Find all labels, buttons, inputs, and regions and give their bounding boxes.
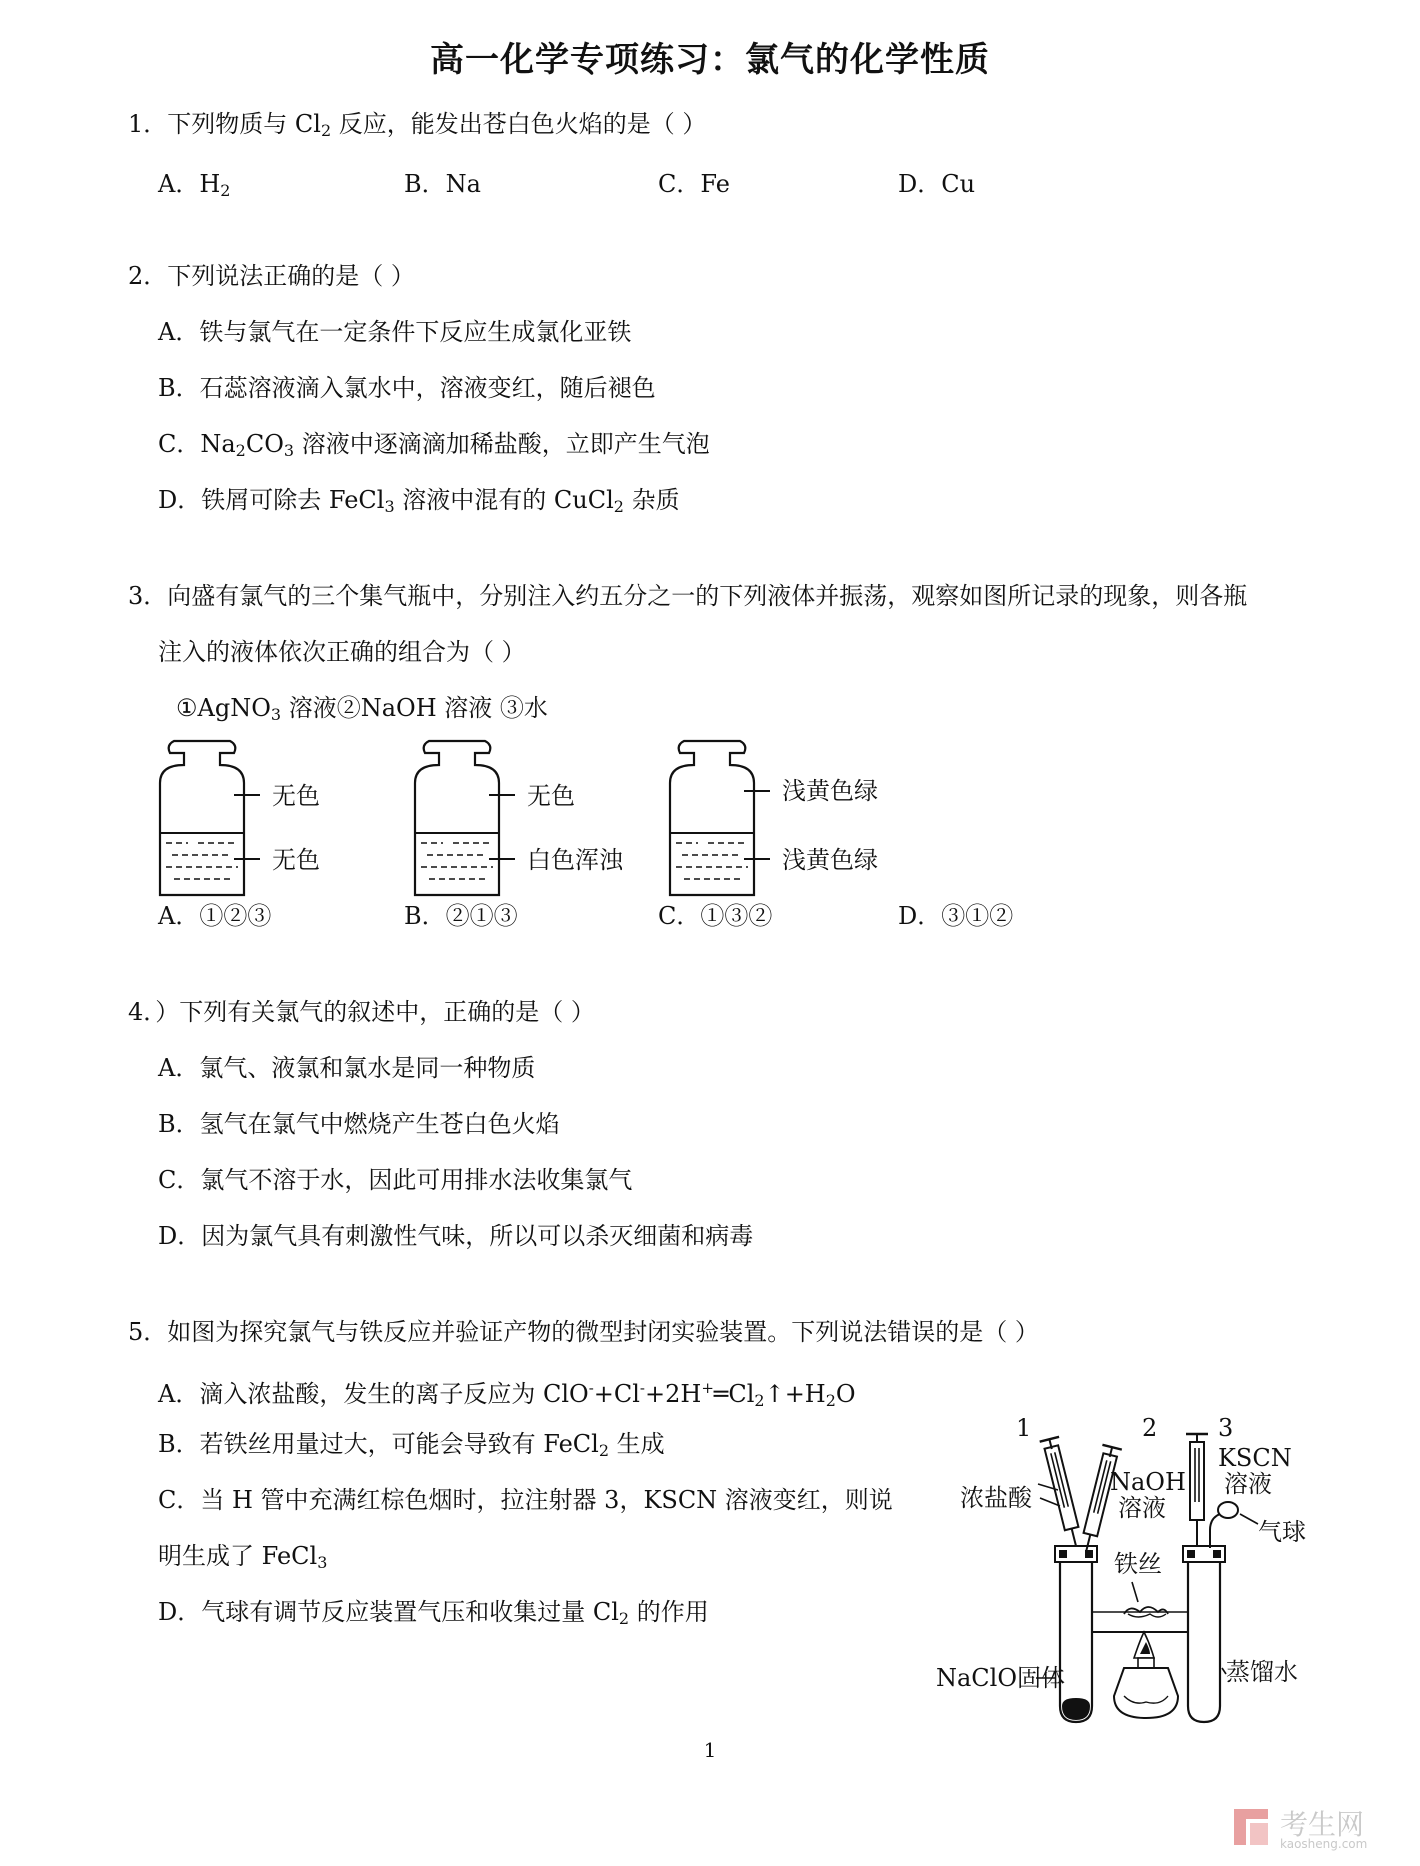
q5-option-c-line-2[interactable] [158, 1540, 327, 1579]
q5-option-c-line-1[interactable]: C．当 H 管中充满红棕色烟时，拉注射器 3，KSCN 溶液变红，则说 [158, 1486, 893, 1514]
bottle-1-bottom-label: 无色 [272, 846, 320, 874]
distilled-water-label: 蒸馏水 [1226, 1658, 1298, 1686]
q2-option-d[interactable] [158, 484, 680, 523]
q5-option-d-text-1: D．气球有调节反应装置气压和收集过量 Cl [158, 1598, 619, 1626]
q5-option-a-text-5: ↑+H [764, 1380, 826, 1408]
right-test-tube [1183, 1546, 1225, 1722]
q3-option-c[interactable]: C．①③② [658, 902, 773, 930]
bottle-1-top-label: 无色 [272, 782, 320, 810]
question-4-stem: 4．）下列有关氯气的叙述中，正确的是（ ） [128, 998, 595, 1026]
balloon-label: 气球 [1258, 1518, 1306, 1546]
q4-option-d[interactable]: D．因为氯气具有刺激性气味，所以可以杀灭细菌和病毒 [158, 1222, 754, 1250]
watermark-text: 考生网 [1280, 1808, 1365, 1841]
q2-option-d-sub-1: 3 [384, 497, 395, 516]
q5-option-a-sup-2: - [639, 1379, 645, 1397]
q1-option-a[interactable] [158, 168, 230, 207]
q3-option-a[interactable]: A．①②③ [158, 902, 272, 930]
balloon [1210, 1502, 1238, 1548]
q3-liquid-list-text-2: 溶液②NaOH 溶液 ③水 [281, 694, 548, 722]
bottle-2-bottom-label: 白色浑浊 [527, 846, 623, 874]
question-3-stem-line-2: 注入的液体依次正确的组合为（ ） [158, 638, 526, 666]
question-1-stem [128, 108, 706, 147]
alcohol-lamp [1114, 1632, 1178, 1718]
bottle-3-top-label: 浅黄色绿 [782, 777, 878, 805]
q5-option-d-text-2: 的作用 [629, 1598, 709, 1626]
q1-option-d[interactable]: D．Cu [898, 170, 976, 198]
q3-option-b[interactable]: B．②①③ [404, 902, 518, 930]
q1-option-b[interactable]: B．Na [404, 170, 481, 198]
question-3-stem-line-1: 3．向盛有氯气的三个集气瓶中，分别注入约五分之一的下列液体并振荡，观察如图所记录的现象，则各瓶 [128, 582, 1248, 610]
q5-option-b-text-2: 生成 [609, 1430, 665, 1458]
kscn-solution-label: 溶液 [1224, 1470, 1272, 1498]
bottle-2 [415, 741, 624, 895]
q2-option-d-text-3: 杂质 [623, 486, 680, 514]
q3-option-d[interactable]: D．③①② [898, 902, 1014, 930]
q5-apparatus-diagram [928, 1406, 1320, 1726]
q5-option-a-sub-1: 2 [754, 1391, 765, 1410]
iron-wire-label: 铁丝 [1114, 1550, 1162, 1578]
watermark-url: kaosheng.com [1280, 1837, 1368, 1851]
syringe-1-number: 1 [1016, 1414, 1032, 1442]
q5-option-a-text-3: +2H [645, 1380, 702, 1408]
conc-hcl-label: 浓盐酸 [960, 1484, 1032, 1512]
naclo-solid-label: NaClO固体 [936, 1664, 1066, 1692]
naoh-solution-label: 溶液 [1118, 1494, 1166, 1522]
bottle-3-bottom-label: 浅黄色绿 [782, 846, 878, 874]
q2-option-a[interactable]: A．铁与氯气在一定条件下反应生成氯化亚铁 [158, 318, 632, 346]
bottle-3 [670, 741, 878, 895]
q5-option-c-line-2-text: 明生成了 FeCl [158, 1542, 318, 1570]
q1-stem-subscript: 2 [320, 121, 332, 140]
syringe-3-number: 3 [1218, 1414, 1234, 1442]
kscn-label: KSCN [1218, 1444, 1292, 1472]
page-number: 1 [703, 1738, 717, 1762]
q2-option-d-sub-2: 2 [613, 497, 624, 516]
q2-option-d-text-2: 溶液中混有的 CuCl [394, 486, 614, 514]
left-test-tube [1055, 1546, 1097, 1722]
q1-option-c[interactable]: C．Fe [658, 170, 730, 198]
q2-option-c[interactable] [158, 428, 710, 467]
q5-option-d-sub: 2 [618, 1609, 630, 1628]
q2-option-c-sub-2: 3 [283, 441, 295, 460]
watermark-icon [1232, 1807, 1272, 1847]
q5-option-b[interactable] [158, 1428, 665, 1467]
q1-option-a-subscript: 2 [220, 181, 231, 200]
q5-option-a-sub-2: 2 [825, 1391, 836, 1410]
q4-option-b[interactable]: B．氢气在氯气中燃烧产生苍白色火焰 [158, 1110, 560, 1138]
q2-option-c-text-2: CO [245, 430, 284, 458]
page-title: 高一化学专项练习：氯气的化学性质 [430, 40, 990, 80]
bottle-1 [160, 741, 320, 895]
q5-option-b-text-1: B．若铁丝用量过大，可能会导致有 FeCl [158, 1430, 599, 1458]
q4-option-a[interactable]: A．氯气、液氯和氯水是同一种物质 [158, 1054, 536, 1082]
q5-option-b-sub: 2 [598, 1441, 610, 1460]
q2-option-c-sub-1: 2 [235, 441, 246, 460]
q2-option-d-text-1: D．铁屑可除去 FeCl [158, 486, 385, 514]
q5-option-a-sup-1: - [588, 1379, 594, 1397]
q5-option-a-text-2: +Cl [593, 1380, 640, 1408]
q5-option-a-text-6: O [835, 1380, 856, 1408]
h-tube [1092, 1572, 1188, 1632]
q3-liquid-list-sub: 3 [270, 705, 282, 724]
question-5-stem: 5．如图为探究氯气与铁反应并验证产物的微型封闭实验装置。下列说法错误的是（ ） [128, 1318, 1039, 1346]
naoh-label: NaOH [1110, 1468, 1186, 1496]
q2-option-c-text-1: C．Na [158, 430, 236, 458]
q2-option-b[interactable]: B．石蕊溶液滴入氯水中，溶液变红，随后褪色 [158, 374, 656, 402]
q4-option-c[interactable]: C．氯气不溶于水，因此可用排水法收集氯气 [158, 1166, 633, 1194]
watermark-logo [1232, 1805, 1402, 1853]
syringe-2 [1076, 1445, 1122, 1555]
syringe-2-number: 2 [1142, 1414, 1158, 1442]
q5-option-d[interactable] [158, 1596, 709, 1635]
q3-bottle-diagram [150, 735, 910, 905]
q5-option-a-text-4: ═Cl [713, 1380, 755, 1408]
syringe-1 [1040, 1437, 1086, 1549]
syringe-3 [1186, 1434, 1208, 1546]
q1-option-a-text: A．H [158, 170, 221, 198]
q5-option-a-sup-3: + [701, 1379, 714, 1397]
q2-option-c-text-3: 溶液中逐滴滴加稀盐酸，立即产生气泡 [294, 430, 710, 458]
q3-liquid-list [176, 692, 548, 731]
question-2-stem: 2．下列说法正确的是（ ） [128, 262, 415, 290]
q3-liquid-list-text-1: ①AgNO [176, 694, 271, 722]
bottle-2-top-label: 无色 [527, 782, 575, 810]
q5-option-c-line-2-sub: 3 [317, 1553, 328, 1572]
q1-stem-text-end: 反应，能发出苍白色火焰的是（ ） [331, 110, 707, 138]
q5-option-a[interactable] [158, 1372, 856, 1417]
q5-option-a-text-1: A．滴入浓盐酸，发生的离子反应为 ClO [158, 1380, 589, 1408]
q1-stem-text: 1．下列物质与 Cl [128, 110, 321, 138]
